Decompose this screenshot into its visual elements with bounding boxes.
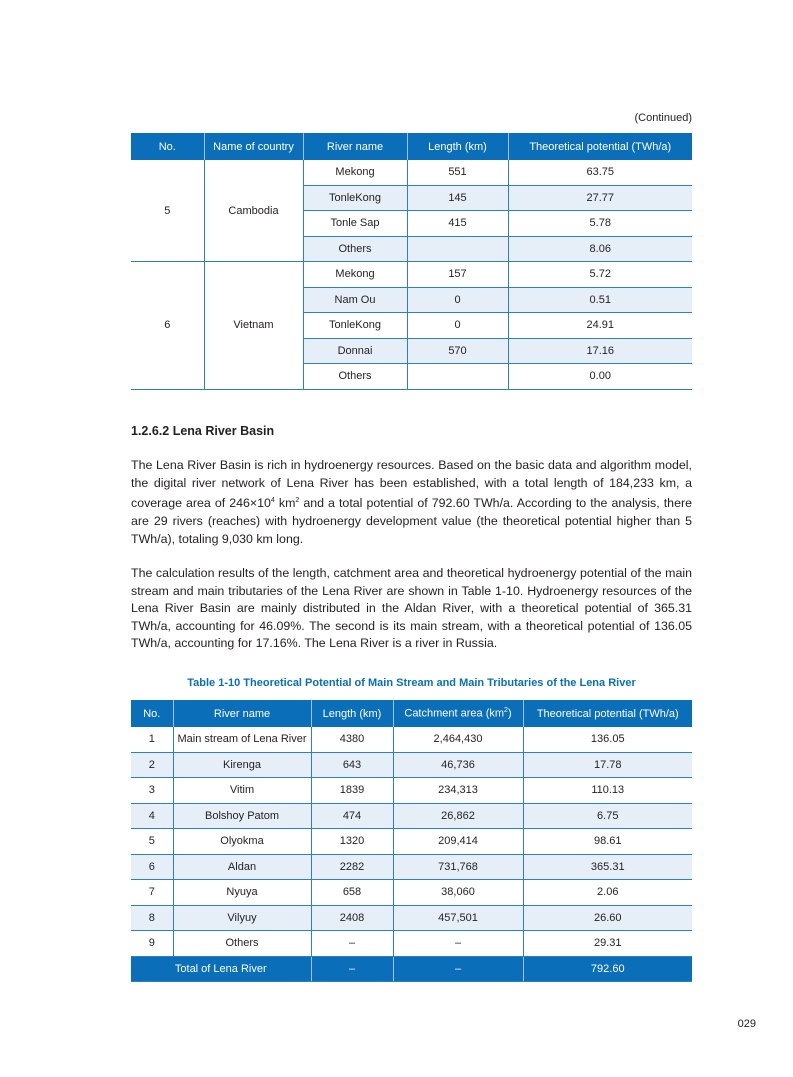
table-cell: TonleKong <box>303 185 407 211</box>
table-cell: Mekong <box>303 160 407 185</box>
table-cell: Vilyuy <box>173 905 311 931</box>
table-cell: 24.91 <box>508 313 692 339</box>
table-cell: 658 <box>311 880 393 906</box>
table-cell: 9 <box>131 931 173 957</box>
table-cell: Olyokma <box>173 829 311 855</box>
table-cell: 6 <box>131 854 173 880</box>
table-row <box>131 905 692 931</box>
table-cell: 26.60 <box>523 905 692 931</box>
table-cell: 2,464,430 <box>393 727 523 752</box>
paragraph: The calculation results of the length, catchment area and theoretical hydroenergy potential of the main stream and main tributaries of the Lena River are shown in Table 1-10. Hydroenergy resources of the Lena River Basin are mainly distributed in the Aldan River, with a theoretical potential of 365.31 TWh/a, accounting for 46.09%. The second is its main stream, with a theoretical potential of 136.05 TWh/a, accounting for 17.16%. The Lena River is a river in Russia. <box>131 566 692 651</box>
table-cell: 26,862 <box>393 803 523 829</box>
table-row <box>131 160 692 185</box>
column-header: Theoretical potential (TWh/a) <box>508 133 692 160</box>
table-cell: 7 <box>131 880 173 906</box>
table-cell: Donnai <box>303 338 407 364</box>
table-cell <box>407 236 508 262</box>
column-header <box>523 700 692 727</box>
total-cell: – <box>311 956 393 982</box>
table-cell: 17.78 <box>523 752 692 778</box>
table-cell: 551 <box>407 160 508 185</box>
table-row <box>131 752 692 778</box>
paragraph: The Lena River Basin is rich in hydroenergy resources. Based on the basic data and algorithm model, the digital river network of Lena River has been established, with a total length of 184,233 km, a coverage area of $246\times 10^4$ $km^2$ and a total potential of 792.60 TWh/a. According to the analysis, there are 29 rivers (reaches) with hydroenergy development value (the theoretical potential higher than 5 TWh/a), totaling 9,030 km long. <box>131 458 692 546</box>
table-cell: 1839 <box>311 778 393 804</box>
column-header <box>173 700 311 727</box>
table-cell: 38,060 <box>393 880 523 906</box>
table-cell: 63.75 <box>508 160 692 185</box>
total-cell: Total of Lena River <box>131 956 311 982</box>
table-cell: 145 <box>407 185 508 211</box>
table-cell: 98.61 <box>523 829 692 855</box>
table-cell: 136.05 <box>523 727 692 752</box>
table-cell: 0 <box>407 313 508 339</box>
table-row <box>131 803 692 829</box>
table-cell: Mekong <box>303 262 407 288</box>
table-cell: 643 <box>311 752 393 778</box>
table-cell: Others <box>173 931 311 957</box>
table-row <box>131 829 692 855</box>
country-river-table <box>131 133 692 390</box>
table-cell: 234,313 <box>393 778 523 804</box>
table-cell: 5.72 <box>508 262 692 288</box>
table-cell: 46,736 <box>393 752 523 778</box>
table-cell: 110.13 <box>523 778 692 804</box>
superscript: 2 <box>504 707 508 715</box>
table-cell: – <box>311 931 393 957</box>
table-cell: 570 <box>407 338 508 364</box>
table-cell: Others <box>303 364 407 390</box>
table-cell: 1 <box>131 727 173 752</box>
total-cell: 792.60 <box>523 956 692 982</box>
table-cell: Tonle Sap <box>303 211 407 237</box>
header-text: River name <box>213 707 271 720</box>
table-row <box>131 880 692 906</box>
column-header <box>311 700 393 727</box>
table-cell: TonleKong <box>303 313 407 339</box>
total-cell: – <box>393 956 523 982</box>
table-row <box>131 727 692 752</box>
table-cell: 2 <box>131 752 173 778</box>
table-cell: 0.00 <box>508 364 692 390</box>
table-cell: 3 <box>131 778 173 804</box>
lena-river-table <box>131 700 692 982</box>
table-cell: Others <box>303 236 407 262</box>
table-cell: 157 <box>407 262 508 288</box>
table-cell: 8 <box>131 905 173 931</box>
header-text: No. <box>143 707 161 720</box>
table-cell: 365.31 <box>523 854 692 880</box>
table-cell: 0.51 <box>508 287 692 313</box>
table-cell: 0 <box>407 287 508 313</box>
cell-country: Cambodia <box>204 160 303 262</box>
table-cell: 8.06 <box>508 236 692 262</box>
table-caption: Table 1-10 Theoretical Potential of Main Stream and Main Tributaries of the Lena River <box>187 677 636 689</box>
table-cell: Vitim <box>173 778 311 804</box>
column-header: Length (km) <box>407 133 508 160</box>
table-cell: Nam Ou <box>303 287 407 313</box>
header-text: Theoretical potential (TWh/a) <box>536 707 679 720</box>
header-text: Length (km) <box>322 707 382 720</box>
column-header: No. <box>131 133 204 160</box>
cell-country: Vietnam <box>204 262 303 390</box>
table-cell: 27.77 <box>508 185 692 211</box>
cell-no: 5 <box>131 160 204 262</box>
table-cell: 457,501 <box>393 905 523 931</box>
table-cell: 2408 <box>311 905 393 931</box>
table-cell: Kirenga <box>173 752 311 778</box>
table-cell: 4 <box>131 803 173 829</box>
table-cell: 731,768 <box>393 854 523 880</box>
table-cell: Aldan <box>173 854 311 880</box>
column-header: Name of country <box>204 133 303 160</box>
table-cell: 29.31 <box>523 931 692 957</box>
table-cell: Bolshoy Patom <box>173 803 311 829</box>
table-row <box>131 931 692 957</box>
table-cell: Main stream of Lena River <box>173 727 311 752</box>
column-header <box>131 700 173 727</box>
cell-no: 6 <box>131 262 204 390</box>
table-cell: 1320 <box>311 829 393 855</box>
table-row <box>131 854 692 880</box>
table-cell: 17.16 <box>508 338 692 364</box>
table-cell: 5 <box>131 829 173 855</box>
column-header: Catchment area $(km^2)$ <box>393 700 523 727</box>
header-text: Catchment area (km <box>404 707 505 720</box>
table-row <box>131 262 692 288</box>
table-cell: 6.75 <box>523 803 692 829</box>
table-row <box>131 778 692 804</box>
column-header: River name <box>303 133 407 160</box>
total-row <box>131 956 692 982</box>
table-cell: 4380 <box>311 727 393 752</box>
table-cell: 209,414 <box>393 829 523 855</box>
page-number: 029 <box>737 1018 756 1030</box>
table-cell: 415 <box>407 211 508 237</box>
section-heading: 1.2.6.2 Lena River Basin <box>131 424 275 438</box>
table-cell: 474 <box>311 803 393 829</box>
table-cell: Nyuya <box>173 880 311 906</box>
table-cell: 2.06 <box>523 880 692 906</box>
table-cell: 5.78 <box>508 211 692 237</box>
table-cell: 2282 <box>311 854 393 880</box>
table-cell: – <box>393 931 523 957</box>
continued-label: (Continued) <box>634 112 692 124</box>
table-cell <box>407 364 508 390</box>
